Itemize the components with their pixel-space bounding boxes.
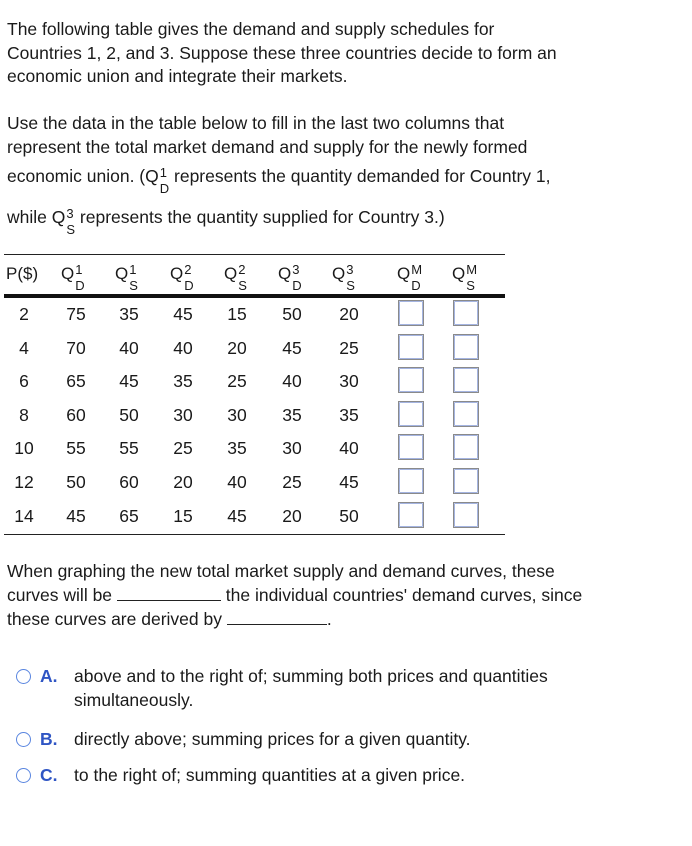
cell-qd1: 65 [66, 371, 86, 392]
cell-qd3: 35 [282, 404, 302, 425]
cell-p: 8 [19, 404, 29, 425]
cell-qs2: 40 [227, 472, 247, 492]
cell-qd3: 40 [282, 371, 302, 392]
table-header-5: Q 3 D [278, 262, 302, 293]
option-b-letter: B. [40, 729, 58, 749]
cell-qs2: 35 [227, 438, 247, 459]
cell-qs3: 25 [339, 337, 359, 358]
cell-qd1: 50 [66, 472, 86, 492]
symbol-q-d-1: Q 1 D [145, 165, 170, 196]
blank-2 [227, 607, 327, 625]
cell-p: 6 [19, 371, 29, 392]
cell-qs3: 45 [339, 472, 359, 492]
cell-qs3: 35 [339, 404, 359, 425]
cell-qd2: 15 [173, 505, 193, 526]
question-line-3: these curves are derived by . [7, 609, 332, 629]
cell-qd2: 40 [173, 337, 193, 358]
input-qs-market[interactable] [453, 401, 479, 427]
input-qd-market[interactable] [398, 334, 424, 360]
cell-qd3: 45 [282, 337, 302, 358]
option-a-letter: A. [40, 666, 58, 686]
symbol-q-s-3: Q 3 S [51, 206, 76, 237]
question-paragraph [7, 559, 667, 631]
intro-line-1: The following table gives the demand and supply schedules for [7, 19, 495, 39]
cell-qs1: 35 [119, 304, 139, 324]
table-header-2: Q 1 S [115, 262, 138, 293]
option-b[interactable] [16, 727, 634, 751]
question-line-2: curves will be the individual countries' demand curves, since [7, 585, 583, 605]
table-row [4, 431, 505, 465]
input-qs-market[interactable] [453, 367, 479, 393]
input-qd-market[interactable] [398, 367, 424, 393]
intro-line-3: economic union and integrate their markets. [7, 66, 348, 86]
cell-p: 14 [14, 505, 34, 526]
input-qs-market[interactable] [453, 502, 479, 528]
cell-qs1: 45 [119, 371, 139, 392]
input-qs-market[interactable] [453, 300, 479, 326]
table-row [4, 364, 505, 398]
cell-qs1: 55 [119, 438, 139, 459]
input-qd-market[interactable] [398, 401, 424, 427]
table-row [4, 465, 505, 499]
table-header-8: Q M S [452, 262, 478, 293]
cell-qs3: 20 [339, 304, 359, 324]
table-top-rule [4, 254, 505, 255]
cell-qd3: 50 [282, 304, 302, 324]
input-qs-market[interactable] [453, 468, 479, 494]
instruction-paragraph [7, 111, 647, 237]
cell-qd3: 20 [282, 505, 302, 526]
instruction-line-2: represent the total market demand and supply for the newly formed [7, 137, 528, 157]
intro-line-2: Countries 1, 2, and 3. Suppose these three countries decide to form an [7, 42, 557, 63]
cell-qs2: 30 [227, 404, 247, 425]
cell-qd3: 25 [282, 472, 302, 492]
cell-qs3: 30 [339, 371, 359, 392]
cell-p: 4 [19, 337, 29, 358]
radio-a[interactable] [16, 669, 31, 684]
cell-qd2: 30 [173, 404, 193, 425]
cell-qs1: 40 [119, 337, 139, 358]
input-qs-market[interactable] [453, 334, 479, 360]
table-bottom-rule [4, 534, 505, 535]
table-row [4, 499, 505, 533]
table-row [4, 297, 505, 331]
table-header-7: Q M D [397, 262, 423, 293]
cell-qs2: 45 [227, 505, 247, 526]
cell-p: 2 [19, 304, 29, 324]
table-header-4: Q 2 S [224, 262, 247, 293]
cell-qd1: 75 [66, 304, 86, 324]
cell-qd1: 70 [66, 337, 86, 358]
cell-qs1: 60 [119, 472, 139, 492]
cell-qd1: 60 [66, 404, 86, 425]
cell-qd2: 25 [173, 438, 193, 459]
input-qd-market[interactable] [398, 502, 424, 528]
input-qs-market[interactable] [453, 434, 479, 460]
radio-b[interactable] [16, 732, 31, 747]
blank-1 [117, 583, 221, 601]
cell-qd2: 45 [173, 304, 193, 324]
cell-p: 12 [14, 472, 34, 492]
instruction-line-1: Use the data in the table below to fill in the last two columns that [7, 113, 505, 133]
instruction-line-4: while Q 3 S represents the quantity supplied for Country 3.) [7, 206, 445, 237]
option-a-text: above and to the right of; summing both prices and quantities simultaneously. [74, 666, 548, 710]
cell-qd3: 30 [282, 438, 302, 459]
option-c[interactable] [16, 763, 634, 787]
cell-qd1: 55 [66, 438, 86, 459]
cell-qs1: 50 [119, 404, 139, 425]
cell-qs3: 50 [339, 505, 359, 526]
cell-qd2: 35 [173, 371, 193, 392]
cell-qd2: 20 [173, 472, 193, 492]
cell-qs3: 40 [339, 438, 359, 459]
cell-qs2: 15 [227, 304, 247, 324]
table-header-6: Q 3 S [332, 262, 355, 293]
instruction-line-3: economic union. (Q 1 D represents the quantity demanded for Country 1, [7, 165, 551, 196]
option-b-text: directly above; summing prices for a given quantity. [74, 729, 471, 749]
table-header-0: P($) [6, 264, 39, 283]
table-header-3: Q 2 D [170, 262, 194, 293]
cell-qd1: 45 [66, 505, 86, 526]
option-c-text: to the right of; summing quantities at a given price. [74, 765, 466, 785]
table-row [4, 398, 505, 432]
cell-qs1: 65 [119, 505, 139, 526]
option-a[interactable] [16, 664, 634, 712]
input-qd-market[interactable] [398, 468, 424, 494]
option-c-letter: C. [40, 765, 58, 785]
cell-qs2: 25 [227, 371, 247, 392]
radio-c[interactable] [16, 768, 31, 783]
input-qd-market[interactable] [398, 434, 424, 460]
cell-qs2: 20 [227, 337, 247, 358]
input-qd-market[interactable] [398, 300, 424, 326]
cell-p: 10 [14, 438, 34, 459]
intro-paragraph [7, 18, 647, 89]
question-line-1: When graphing the new total market supply and demand curves, these [7, 561, 555, 581]
table-row [4, 331, 505, 365]
table-header-1: Q 1 D [61, 262, 85, 293]
